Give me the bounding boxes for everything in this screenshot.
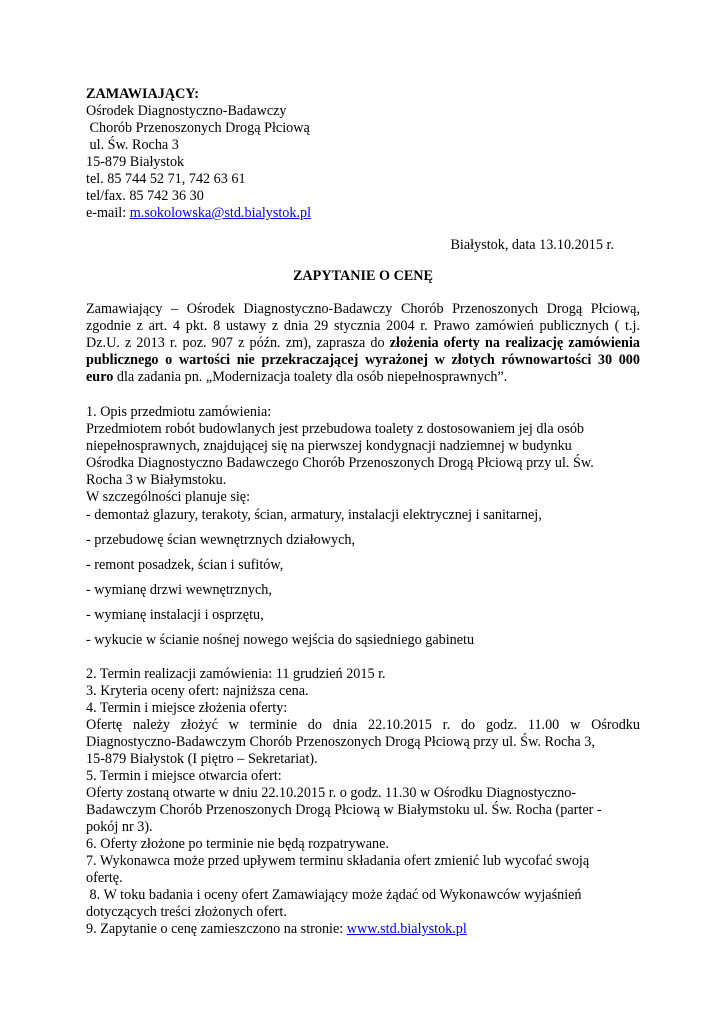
- point-4-line-1: Ofertę należy złożyć w terminie do dnia 22.10.2015 r. do godz. 11.00 w Ośrodku: [86, 717, 640, 733]
- point-6: 6. Oferty złożone po terminie nie będą rozpatrywane.: [86, 836, 389, 852]
- point-9-text: 9. Zapytanie o cenę zamieszczono na stronie:: [86, 921, 347, 937]
- scope-item: - remont posadzek, ścian i sufitów,: [86, 557, 284, 573]
- org-street: ul. Św. Rocha 3: [86, 137, 179, 153]
- point-8-line-1: 8. W toku badania i oceny ofert Zamawiający może żądać od Wykonawców wyjaśnień: [86, 887, 582, 903]
- org-email-line: [86, 205, 311, 222]
- org-fax: tel/fax. 85 742 36 30: [86, 188, 204, 204]
- intro-line-5: [86, 369, 507, 386]
- section1-line-4: Rocha 3 w Białymstoku.: [86, 472, 227, 488]
- scope-item: - przebudowę ścian wewnętrznych działowych,: [86, 532, 356, 548]
- org-city: 15-879 Białystok: [86, 154, 185, 170]
- point-7-line-1: 7. Wykonawca może przed upływem terminu składania ofert zmienić lub wycofać swoją: [86, 853, 590, 869]
- scope-item: - demontaż glazury, terakoty, ścian, armatury, instalacji elektrycznej i sanitarnej,: [86, 507, 542, 523]
- intro-line-3: [86, 335, 640, 352]
- point-9: [86, 921, 467, 938]
- intro-line-4: publicznego o wartości nie przekraczającej wyrażonej w złotych równowartości 30 000: [86, 352, 640, 368]
- org-phone: tel. 85 744 52 71, 742 63 61: [86, 171, 246, 187]
- intro-line-5-text: dla zadania pn. „Modernizacja toalety dla osób niepełnosprawnych”.: [113, 369, 508, 385]
- orderer-heading: ZAMAWIAJĄCY:: [86, 86, 199, 102]
- website-link[interactable]: www.std.bialystok.pl: [346, 921, 467, 937]
- section1-line-5: W szczególności planuje się:: [86, 489, 251, 505]
- section1-line-1: Przedmiotem robót budowlanych jest przebudowa toalety z dostosowaniem jej dla osób: [86, 421, 585, 437]
- point-5-line-3: pokój nr 3).: [86, 819, 153, 835]
- intro-line-5-bold: euro: [86, 369, 114, 385]
- email-link[interactable]: m.sokolowska@std.bialystok.pl: [129, 205, 312, 221]
- intro-line-1: Zamawiający – Ośrodek Diagnostyczno-Badawczy Chorób Przenoszonych Drogą Płciową,: [86, 301, 640, 317]
- email-label: e-mail:: [86, 205, 130, 221]
- section1-line-2: niepełnosprawnych, znajdującej się na pierwszej kondygnacji nadziemnej w budynku: [86, 438, 572, 454]
- point-4-heading: 4. Termin i miejsce złożenia oferty:: [86, 700, 288, 716]
- point-5-heading: 5. Termin i miejsce otwarcia ofert:: [86, 768, 282, 784]
- point-4-line-3: 15-879 Białystok (I piętro – Sekretariat).: [86, 751, 318, 767]
- section1-heading: 1. Opis przedmiotu zamówienia:: [86, 404, 272, 420]
- point-3: 3. Kryteria oceny ofert: najniższa cena.: [86, 683, 309, 699]
- point-8-line-2: dotyczących treści złożonych ofert.: [86, 904, 287, 920]
- point-7-line-2: ofertę.: [86, 870, 123, 886]
- intro-line-2: zgodnie z art. 4 pkt. 8 ustawy z dnia 29 stycznia 2004 r. Prawo zamówień publicznych ( t.j.: [86, 318, 640, 334]
- intro-line-3-bold: złożenia oferty na realizację zamówienia: [389, 335, 640, 351]
- document-title: ZAPYTANIE O CENĘ: [292, 268, 434, 284]
- intro-line-3-text: Dz.U. z 2013 r. poz. 907 z późn. zm), zaprasza do: [86, 335, 390, 351]
- section1-line-3: Ośrodka Diagnostyczno Badawczego Chorób Przenoszonych Drogą Płciową przy ul. Św.: [86, 455, 594, 471]
- scope-item: - wymianę drzwi wewnętrznych,: [86, 582, 272, 598]
- scope-item: - wykucie w ścianie nośnej nowego wejścia do sąsiedniego gabinetu: [86, 632, 475, 648]
- org-name-line1: Ośrodek Diagnostyczno-Badawczy: [86, 103, 287, 119]
- point-5-line-2: Badawczym Chorób Przenoszonych Drogą Płciową w Białymstoku ul. Św. Rocha (parter -: [86, 802, 602, 818]
- org-name-line2: Chorób Przenoszonych Drogą Płciową: [86, 120, 310, 136]
- scope-item: - wymianę instalacji i osprzętu,: [86, 607, 264, 623]
- point-2: 2. Termin realizacji zamówienia: 11 grudzień 2015 r.: [86, 666, 386, 682]
- point-4-line-2: Diagnostyczno-Badawczym Chorób Przenoszonych Drogą Płciową przy ul. Św. Rocha 3,: [86, 734, 595, 750]
- date-line: Białystok, data 13.10.2015 r.: [450, 237, 614, 253]
- point-5-line-1: Oferty zostaną otwarte w dniu 22.10.2015 r. o godz. 11.30 w Ośrodku Diagnostyczno-: [86, 785, 577, 801]
